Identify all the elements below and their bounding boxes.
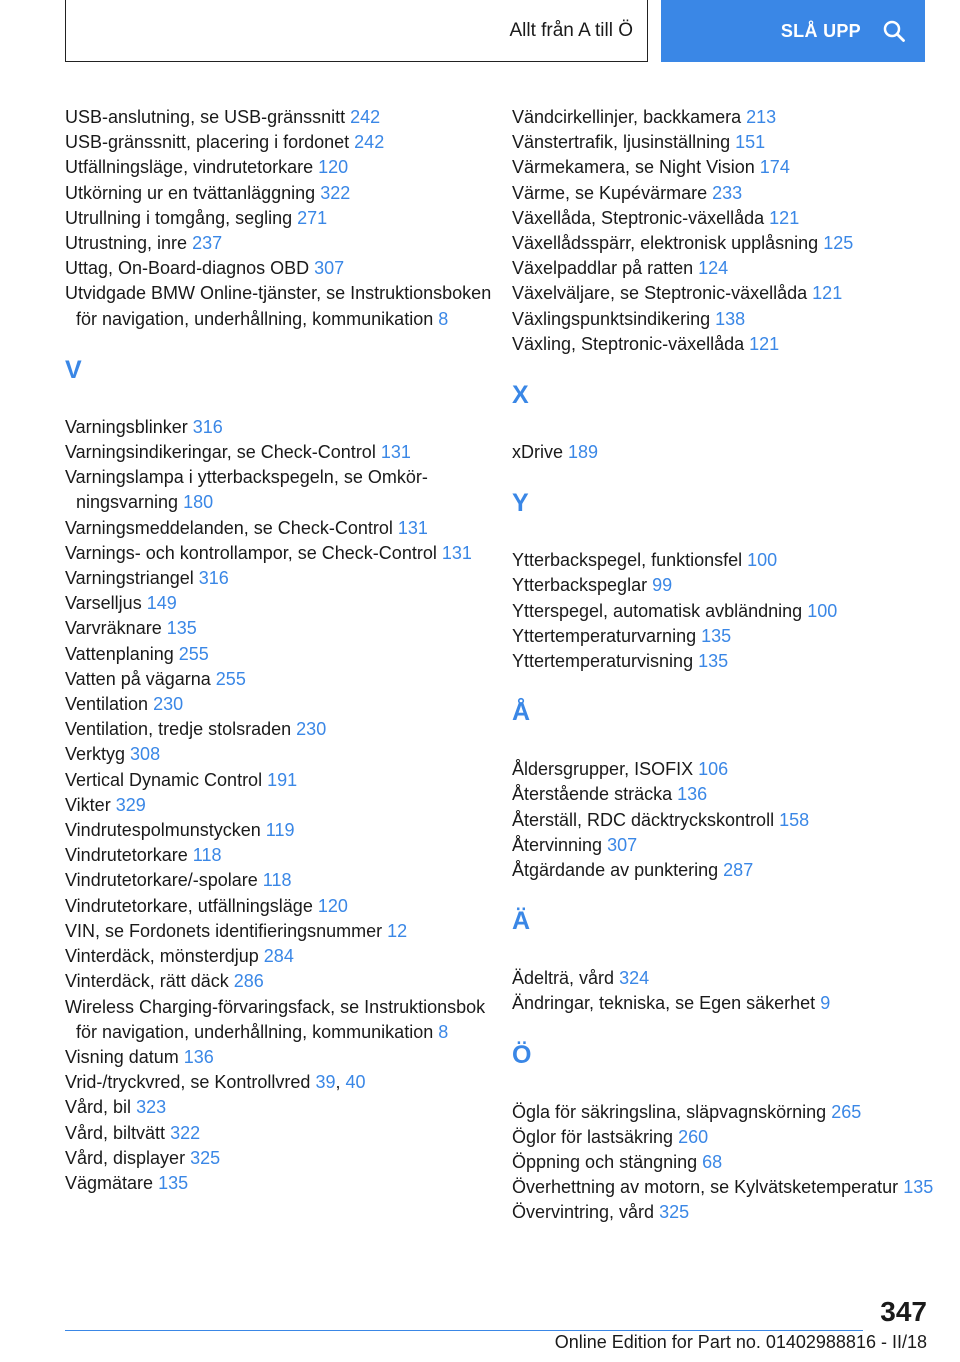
page-link[interactable]: 135: [166, 618, 197, 639]
index-entry-text: Yttertemperaturvisning: [512, 651, 694, 672]
index-entry-text: Vård, bil: [65, 1097, 132, 1118]
page-link[interactable]: 255: [178, 643, 209, 664]
index-entry-text: Ädelträ, vård: [512, 968, 615, 989]
page-link[interactable]: 8: [438, 308, 449, 329]
page-link[interactable]: 99: [652, 575, 673, 596]
index-entry: [512, 833, 942, 858]
page-link[interactable]: 125: [823, 233, 854, 254]
index-entry: [65, 1121, 495, 1146]
index-entry: [512, 105, 942, 130]
index-entry: [512, 206, 942, 231]
index-entry: [65, 465, 495, 515]
index-entry: [512, 1100, 942, 1125]
index-entry-text: Varningstriangel: [65, 568, 194, 589]
page-link[interactable]: 149: [146, 593, 177, 614]
page-link[interactable]: 322: [170, 1122, 201, 1143]
search-icon: [883, 20, 905, 42]
index-entry-text: Vrid-/tryckvred, se Kontrollvred: [65, 1072, 311, 1093]
page-link[interactable]: 213: [746, 107, 777, 127]
page-link[interactable]: 118: [192, 845, 222, 866]
index-entry: [512, 231, 942, 256]
page-link[interactable]: 174: [759, 157, 790, 178]
index-entry-text: Varnings- och kontrollampor, se Check-Control: [65, 542, 437, 563]
index-entry: [65, 717, 495, 742]
section-letter: Y: [512, 489, 529, 518]
index-entry-text: Vård, displayer: [65, 1147, 186, 1168]
page-link[interactable]: 286: [233, 971, 264, 992]
index-entry: [512, 155, 942, 180]
index-entry-text: Växlingspunktsindikering: [512, 308, 711, 329]
page-link[interactable]: 180: [183, 492, 214, 513]
index-entry: [65, 667, 495, 692]
index-entry: Vrid-/tryckvred, se Kontrollvred 39, 40: [65, 1072, 366, 1093]
index-entry-text: USB-gränssnitt, placering i fordonet: [65, 132, 350, 153]
index-entry-text: Växellåda, Steptronic-växellåda: [512, 207, 765, 228]
index-entry: [65, 768, 495, 793]
page-link[interactable]: 100: [807, 600, 838, 621]
page-link[interactable]: 138: [715, 308, 746, 329]
page-link[interactable]: 151: [735, 132, 766, 153]
index-entry: [65, 440, 495, 465]
index-entry-text: Växling, Steptronic-växellåda: [512, 333, 745, 354]
page-link[interactable]: 68: [702, 1152, 723, 1173]
index-entry-text: Vattenplaning: [65, 643, 174, 664]
page-link[interactable]: 131: [441, 542, 472, 563]
section-letter: V: [65, 355, 82, 384]
index-entry: [65, 944, 495, 969]
page-link[interactable]: 271: [297, 207, 328, 228]
index-entry-text: Varningsindikeringar, se Check-Control: [65, 442, 376, 463]
index-entry: [65, 415, 495, 440]
page-link[interactable]: 40: [345, 1072, 366, 1093]
index-entry: [65, 541, 495, 566]
index-entry: [512, 281, 942, 306]
page-link[interactable]: 39: [315, 1072, 336, 1093]
index-entry-text: VIN, se Fordonets identifieringsnummer: [65, 920, 383, 941]
index-entry-text: Överhettning av motorn, se Kylvätsketemperatur: [512, 1177, 899, 1198]
index-entry-text: xDrive: [512, 442, 564, 463]
index-entry-text: Vindrutetorkare, utfällningsläge: [65, 895, 313, 916]
index-entry-text: Ventilation, tredje stolsraden: [65, 719, 292, 740]
page-link[interactable]: 120: [317, 895, 348, 916]
index-entry-text: Vindrutetorkare/-spolare: [65, 870, 258, 891]
index-entry: [65, 642, 495, 667]
index-entry-text: Vinterdäck, mönsterdjup: [65, 946, 259, 967]
section-letter: Å: [512, 698, 531, 727]
footer-divider: [65, 1330, 863, 1331]
tab-a-to-z-label: Allt från A till Ö: [509, 19, 633, 41]
index-entry-text: Växellådsspärr, elektronisk upplåsning: [512, 233, 819, 254]
index-entry-text: Varselljus: [65, 593, 142, 614]
index-entry: [65, 894, 495, 919]
page-link[interactable]: 255: [215, 668, 246, 689]
index-entry-text: Vändcirkellinjer, backkamera: [512, 107, 742, 127]
index-entry: [65, 616, 495, 641]
page-link[interactable]: 233: [712, 182, 743, 203]
index-entry-text: Yttertemperaturvarning: [512, 625, 697, 646]
index-entry-text: Varningsblinker: [65, 416, 188, 437]
index-entry: [512, 966, 942, 991]
index-entry: [65, 231, 495, 256]
page-link[interactable]: 191: [267, 769, 298, 790]
index-entry: [512, 858, 942, 883]
page-link[interactable]: 136: [677, 784, 708, 805]
index-entry: [512, 991, 942, 1016]
index-entry: [65, 105, 495, 130]
tab-lookup-label: SLÅ UPP: [780, 20, 861, 41]
page-link[interactable]: 135: [698, 651, 729, 672]
index-entry: [512, 782, 942, 807]
index-entry: [65, 793, 495, 818]
index-entry-text: Vindrutespolmunstycken: [65, 820, 261, 841]
index-entry-text: Ytterbackspegel, funktionsfel: [512, 550, 743, 571]
page-link[interactable]: 9: [820, 993, 831, 1014]
index-entry-text: Vatten på vägarna: [65, 668, 211, 689]
section-letter: Ö: [512, 1040, 532, 1069]
index-entry-text: Öglor för lastsäkring: [512, 1126, 674, 1147]
index-entry: [512, 1200, 942, 1225]
index-entry-text: Varningslampa i ytterbackspegeln, se Omkörningsvarning: [65, 467, 428, 513]
index-entry: [65, 516, 495, 541]
index-entry: [512, 599, 942, 624]
page-number: 347: [880, 1296, 927, 1327]
index-entry: [65, 206, 495, 231]
index-entry: [512, 256, 942, 281]
page-link[interactable]: 158: [779, 809, 810, 830]
index-entry-text: Ventilation: [65, 694, 149, 715]
page-link[interactable]: 284: [263, 946, 294, 967]
index-column-left: [65, 105, 495, 1196]
index-entry: [65, 155, 495, 180]
page-link[interactable]: 230: [153, 694, 184, 715]
index-entry: [512, 181, 942, 206]
page-link[interactable]: 287: [723, 860, 754, 881]
index-entry: [512, 624, 942, 649]
index-entry: [512, 757, 942, 782]
index-entry-text: Ytterspegel, automatisk avbländning: [512, 600, 803, 621]
page-link[interactable]: 316: [198, 568, 229, 589]
index-entry: [65, 591, 495, 616]
index-entry: [512, 440, 942, 465]
index-entry: [65, 692, 495, 717]
index-column-right: [512, 105, 942, 1226]
index-entry: [65, 256, 495, 281]
index-entry-text: Vertical Dynamic Control: [65, 769, 263, 790]
index-entry: [512, 649, 942, 674]
page-link[interactable]: 118: [262, 870, 292, 891]
page-link[interactable]: 131: [397, 517, 428, 538]
page-link[interactable]: 265: [831, 1101, 862, 1122]
page-link[interactable]: 308: [130, 744, 161, 765]
page-link[interactable]: 124: [698, 258, 729, 279]
page-link[interactable]: 307: [314, 258, 345, 279]
page-link[interactable]: 136: [183, 1046, 214, 1067]
page-link[interactable]: 260: [678, 1126, 709, 1147]
page-link[interactable]: 325: [190, 1147, 221, 1168]
page-link[interactable]: 324: [619, 968, 650, 989]
page-link[interactable]: 189: [568, 442, 599, 463]
index-entry-text: Utvidgade BMW Online-tjänster, se Instruktionsboken för navigation, underhållning, kommunikation: [65, 283, 492, 329]
index-entry: [512, 548, 942, 573]
index-entry-text: Vård, biltvätt: [65, 1122, 166, 1143]
index-entry: [65, 1095, 495, 1120]
index-entry-text: Värme, se Kupévärmare: [512, 182, 708, 203]
index-entry: [65, 969, 495, 994]
index-entry-text: Wireless Charging-förvaringsfack, se Instruktionsbok för navigation, underhållning, kommunikation: [65, 996, 486, 1042]
index-entry: [65, 130, 495, 155]
page-link[interactable]: 106: [698, 759, 729, 780]
index-entry: [65, 742, 495, 767]
index-entry: [512, 1175, 942, 1200]
page-link[interactable]: 131: [380, 442, 411, 463]
index-entry: [512, 130, 942, 155]
index-entry-text: Växelväljare, se Steptronic-växellåda: [512, 283, 808, 304]
page-link[interactable]: 237: [192, 233, 223, 254]
index-entry: [512, 307, 942, 332]
index-entry-text: Uttag, On-Board-diagnos OBD: [65, 258, 310, 279]
index-entry-text: Öppning och stängning: [512, 1152, 698, 1173]
top-navigation: [65, 0, 925, 64]
index-entry-text: Vindrutetorkare: [65, 845, 188, 866]
index-entry-text: Verktyg: [65, 744, 126, 765]
page-link[interactable]: 135: [903, 1177, 934, 1198]
index-entry: [65, 868, 495, 893]
page-link[interactable]: 135: [158, 1172, 189, 1193]
index-entry-text: Utfällningsläge, vindrutetorkare: [65, 157, 314, 178]
index-entry-text: Utrullning i tomgång, segling: [65, 207, 293, 228]
index-entry-text: Återstående sträcka: [512, 784, 673, 805]
page-link[interactable]: 120: [318, 157, 349, 178]
index-entry-text: Utrustning, inre: [65, 233, 188, 254]
page-link[interactable]: 8: [438, 1021, 449, 1042]
index-entry: [65, 1045, 495, 1070]
page-link[interactable]: 12: [387, 920, 408, 941]
index-entry-text: Åldersgrupper, ISOFIX: [512, 759, 694, 780]
index-entry-text: USB-anslutning, se USB-gränssnitt: [65, 107, 346, 127]
index-entry-text: Varvräknare: [65, 618, 162, 639]
page-link[interactable]: 316: [192, 416, 223, 437]
page-link[interactable]: 121: [749, 333, 780, 354]
index-entry-text: Varningsmeddelanden, se Check-Control: [65, 517, 393, 538]
page-link[interactable]: 242: [354, 132, 385, 153]
page-link[interactable]: 121: [769, 207, 800, 228]
index-entry: [65, 818, 495, 843]
index-entry: [65, 843, 495, 868]
tab-lookup[interactable]: [661, 0, 925, 62]
page-link[interactable]: 100: [747, 550, 778, 571]
index-entry-text: Växelpaddlar på ratten: [512, 258, 694, 279]
page-link[interactable]: 121: [812, 283, 843, 304]
index-entry-text: Vinterdäck, rätt däck: [65, 971, 229, 992]
page-link[interactable]: 230: [296, 719, 327, 740]
index-entry: [512, 1125, 942, 1150]
index-entry-text: Återvinning: [512, 834, 603, 855]
page-link[interactable]: 322: [320, 182, 351, 203]
index-entry: [65, 566, 495, 591]
index-entry: [65, 281, 495, 331]
index-entry: [65, 1146, 495, 1171]
index-entry: [512, 808, 942, 833]
index-entry: [65, 1171, 495, 1196]
index-entry-text: Åtgärdande av punktering: [512, 860, 719, 881]
index-entry-text: Vikter: [65, 794, 111, 815]
index-entry: [65, 995, 495, 1045]
section-letter: Ä: [512, 907, 531, 936]
index-entry-text: Vänstertrafik, ljusinställning: [512, 132, 731, 153]
page-link[interactable]: 325: [659, 1202, 690, 1223]
index-entry: [65, 919, 495, 944]
page-link[interactable]: 119: [265, 820, 295, 841]
index-entry-text: Utkörning ur en tvättanläggning: [65, 182, 316, 203]
index-entry: [512, 332, 942, 357]
page-link[interactable]: 323: [136, 1097, 167, 1118]
index-entry-text: Ytterbackspeglar: [512, 575, 648, 596]
index-entry-text: Återställ, RDC däcktryckskontroll: [512, 809, 775, 830]
index-entry: [65, 181, 495, 206]
page-link[interactable]: 242: [350, 107, 381, 127]
index-entry: [512, 1150, 942, 1175]
index-entry-text: Övervintring, vård: [512, 1202, 655, 1223]
index-entry: [512, 573, 942, 598]
index-entry-text: Värmekamera, se Night Vision: [512, 157, 755, 178]
page-link[interactable]: 135: [701, 625, 732, 646]
page-link[interactable]: 329: [115, 794, 146, 815]
index-entry-text: Vägmätare: [65, 1172, 154, 1193]
tab-a-to-z[interactable]: [65, 0, 648, 62]
edition-note: Online Edition for Part no. 01402988816 - II/18: [554, 1332, 927, 1352]
index-entry-text: Ändringar, tekniska, se Egen säkerhet: [512, 993, 816, 1014]
index-entry-text: Visning datum: [65, 1046, 179, 1067]
page-link[interactable]: 307: [607, 834, 638, 855]
section-letter: X: [512, 381, 529, 410]
index-entry-text: Ögla för säkringslina, släpvagnskörning: [512, 1101, 827, 1122]
